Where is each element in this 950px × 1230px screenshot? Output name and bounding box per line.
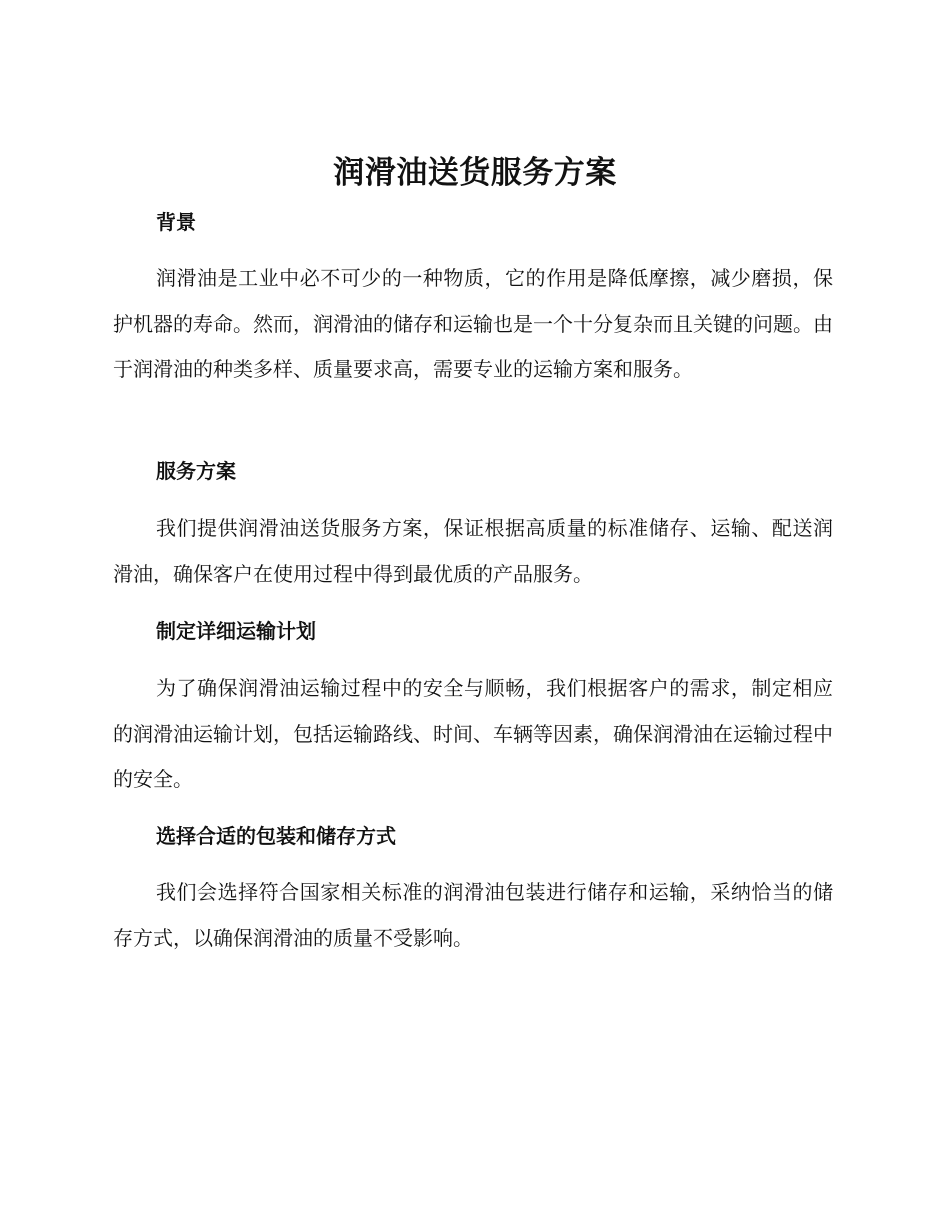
section-heading-packaging-storage: 选择合适的包装和储存方式 xyxy=(156,824,396,848)
section-heading-service-plan: 服务方案 xyxy=(156,459,236,483)
section-paragraph-service-plan: 我们提供润滑油送货服务方案，保证根据高质量的标准储存、运输、配送润滑油，确保客户在使用过程中得到最优质的产品服务。 xyxy=(113,516,833,586)
section-heading-transport-plan: 制定详细运输计划 xyxy=(156,619,316,643)
section-paragraph-packaging-storage: 我们会选择符合国家相关标准的润滑油包装进行储存和运输，采纳恰当的储存方式，以确保润滑油的质量不受影响。 xyxy=(113,880,833,950)
section-paragraph-background: 润滑油是工业中必不可少的一种物质，它的作用是降低摩擦，减少磨损，保护机器的寿命。然而，润滑油的储存和运输也是一个十分复杂而且关键的问题。由于润滑油的种类多样、质量要求高，需要专业的运输方案和服务。 xyxy=(113,266,833,381)
section-heading-background: 背景 xyxy=(156,210,196,234)
section-paragraph-transport-plan: 为了确保润滑油运输过程中的安全与顺畅，我们根据客户的需求，制定相应的润滑油运输计划，包括运输路线、时间、车辆等因素，确保润滑油在运输过程中的安全。 xyxy=(113,676,833,791)
document-title: 润滑油送货服务方案 xyxy=(333,155,617,191)
